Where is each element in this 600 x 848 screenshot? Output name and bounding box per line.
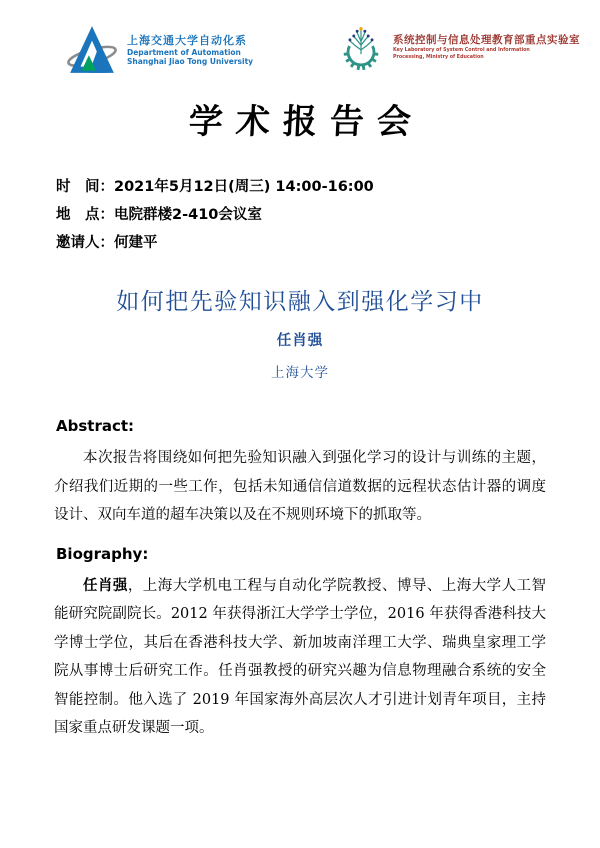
- sjtu-automation-logo: [64, 24, 253, 76]
- inviter-label: 邀请人：: [56, 235, 114, 251]
- key-lab-logo: [336, 24, 580, 72]
- biography-paragraph: [54, 572, 546, 743]
- sjtu-automation-logo-text: [127, 34, 253, 67]
- info-row-place: [56, 201, 600, 229]
- inviter-value: 何建平: [114, 235, 158, 251]
- time-label: 时 间：: [56, 179, 114, 195]
- key-lab-en: Key Laboratory of System Control and Information Processing, Ministry of Education: [393, 48, 530, 60]
- key-lab-cn: 系统控制与信息处理教育部重点实验室: [393, 34, 580, 47]
- abstract-paragraph: 本次报告将围绕如何把先验知识融入到强化学习的设计与训练的主题，介绍我们近期的一些工作，包括未知通信信道数据的远程状态估计器的调度设计、双向车道的超车决策以及在不规则环境下的抓取等。: [54, 450, 546, 523]
- abstract-label: Abstract:: [56, 417, 135, 435]
- info-row-inviter: [56, 229, 600, 257]
- place-value: 电院群楼2-410会议室: [114, 207, 262, 223]
- talk-title: 如何把先验知识融入到强化学习中: [116, 289, 484, 315]
- biography-label: Biography:: [56, 544, 149, 563]
- header: [0, 0, 600, 76]
- page-title: 学术报告会: [187, 102, 425, 142]
- time-value: 2021年5月12日(周三) 14:00-16:00: [114, 179, 374, 195]
- talk-affiliation: 上海大学: [271, 365, 329, 381]
- key-lab-logo-text: [393, 34, 580, 61]
- sjtu-logo-en1: Department of Automation: [127, 47, 241, 57]
- biography-text: ，上海大学机电工程与自动化学院教授、博导、上海大学人工智能研究院副院长。2012 年获得浙江大学学士学位，2016 年获得香港科技大学博士学位，其后在香港科技大学、新加坡南洋理工大学、瑞典皇家理工学院从事博士后研究工作。任肖强教授的研究兴趣为信息物理融合系统的安全智能控制。他入选了 2019 年国家海外高层次人才引进计划青年项目，主持国家重点研发课题一项。: [54, 577, 547, 736]
- place-label: 地 点：: [56, 207, 114, 223]
- sjtu-automation-triangle-icon: [64, 24, 120, 76]
- sjtu-logo-en2: Shanghai Jiao Tong University: [127, 56, 254, 66]
- talk-speaker: 任肖强: [276, 332, 324, 349]
- biography-speaker-name: 任肖强: [83, 576, 128, 594]
- sjtu-logo-cn: 上海交通大学自动化系: [127, 33, 247, 47]
- meeting-info: [56, 173, 600, 257]
- circuit-top-node: [359, 27, 362, 30]
- key-lab-gear-circuit-icon: [336, 24, 386, 72]
- info-row-time: [56, 173, 600, 201]
